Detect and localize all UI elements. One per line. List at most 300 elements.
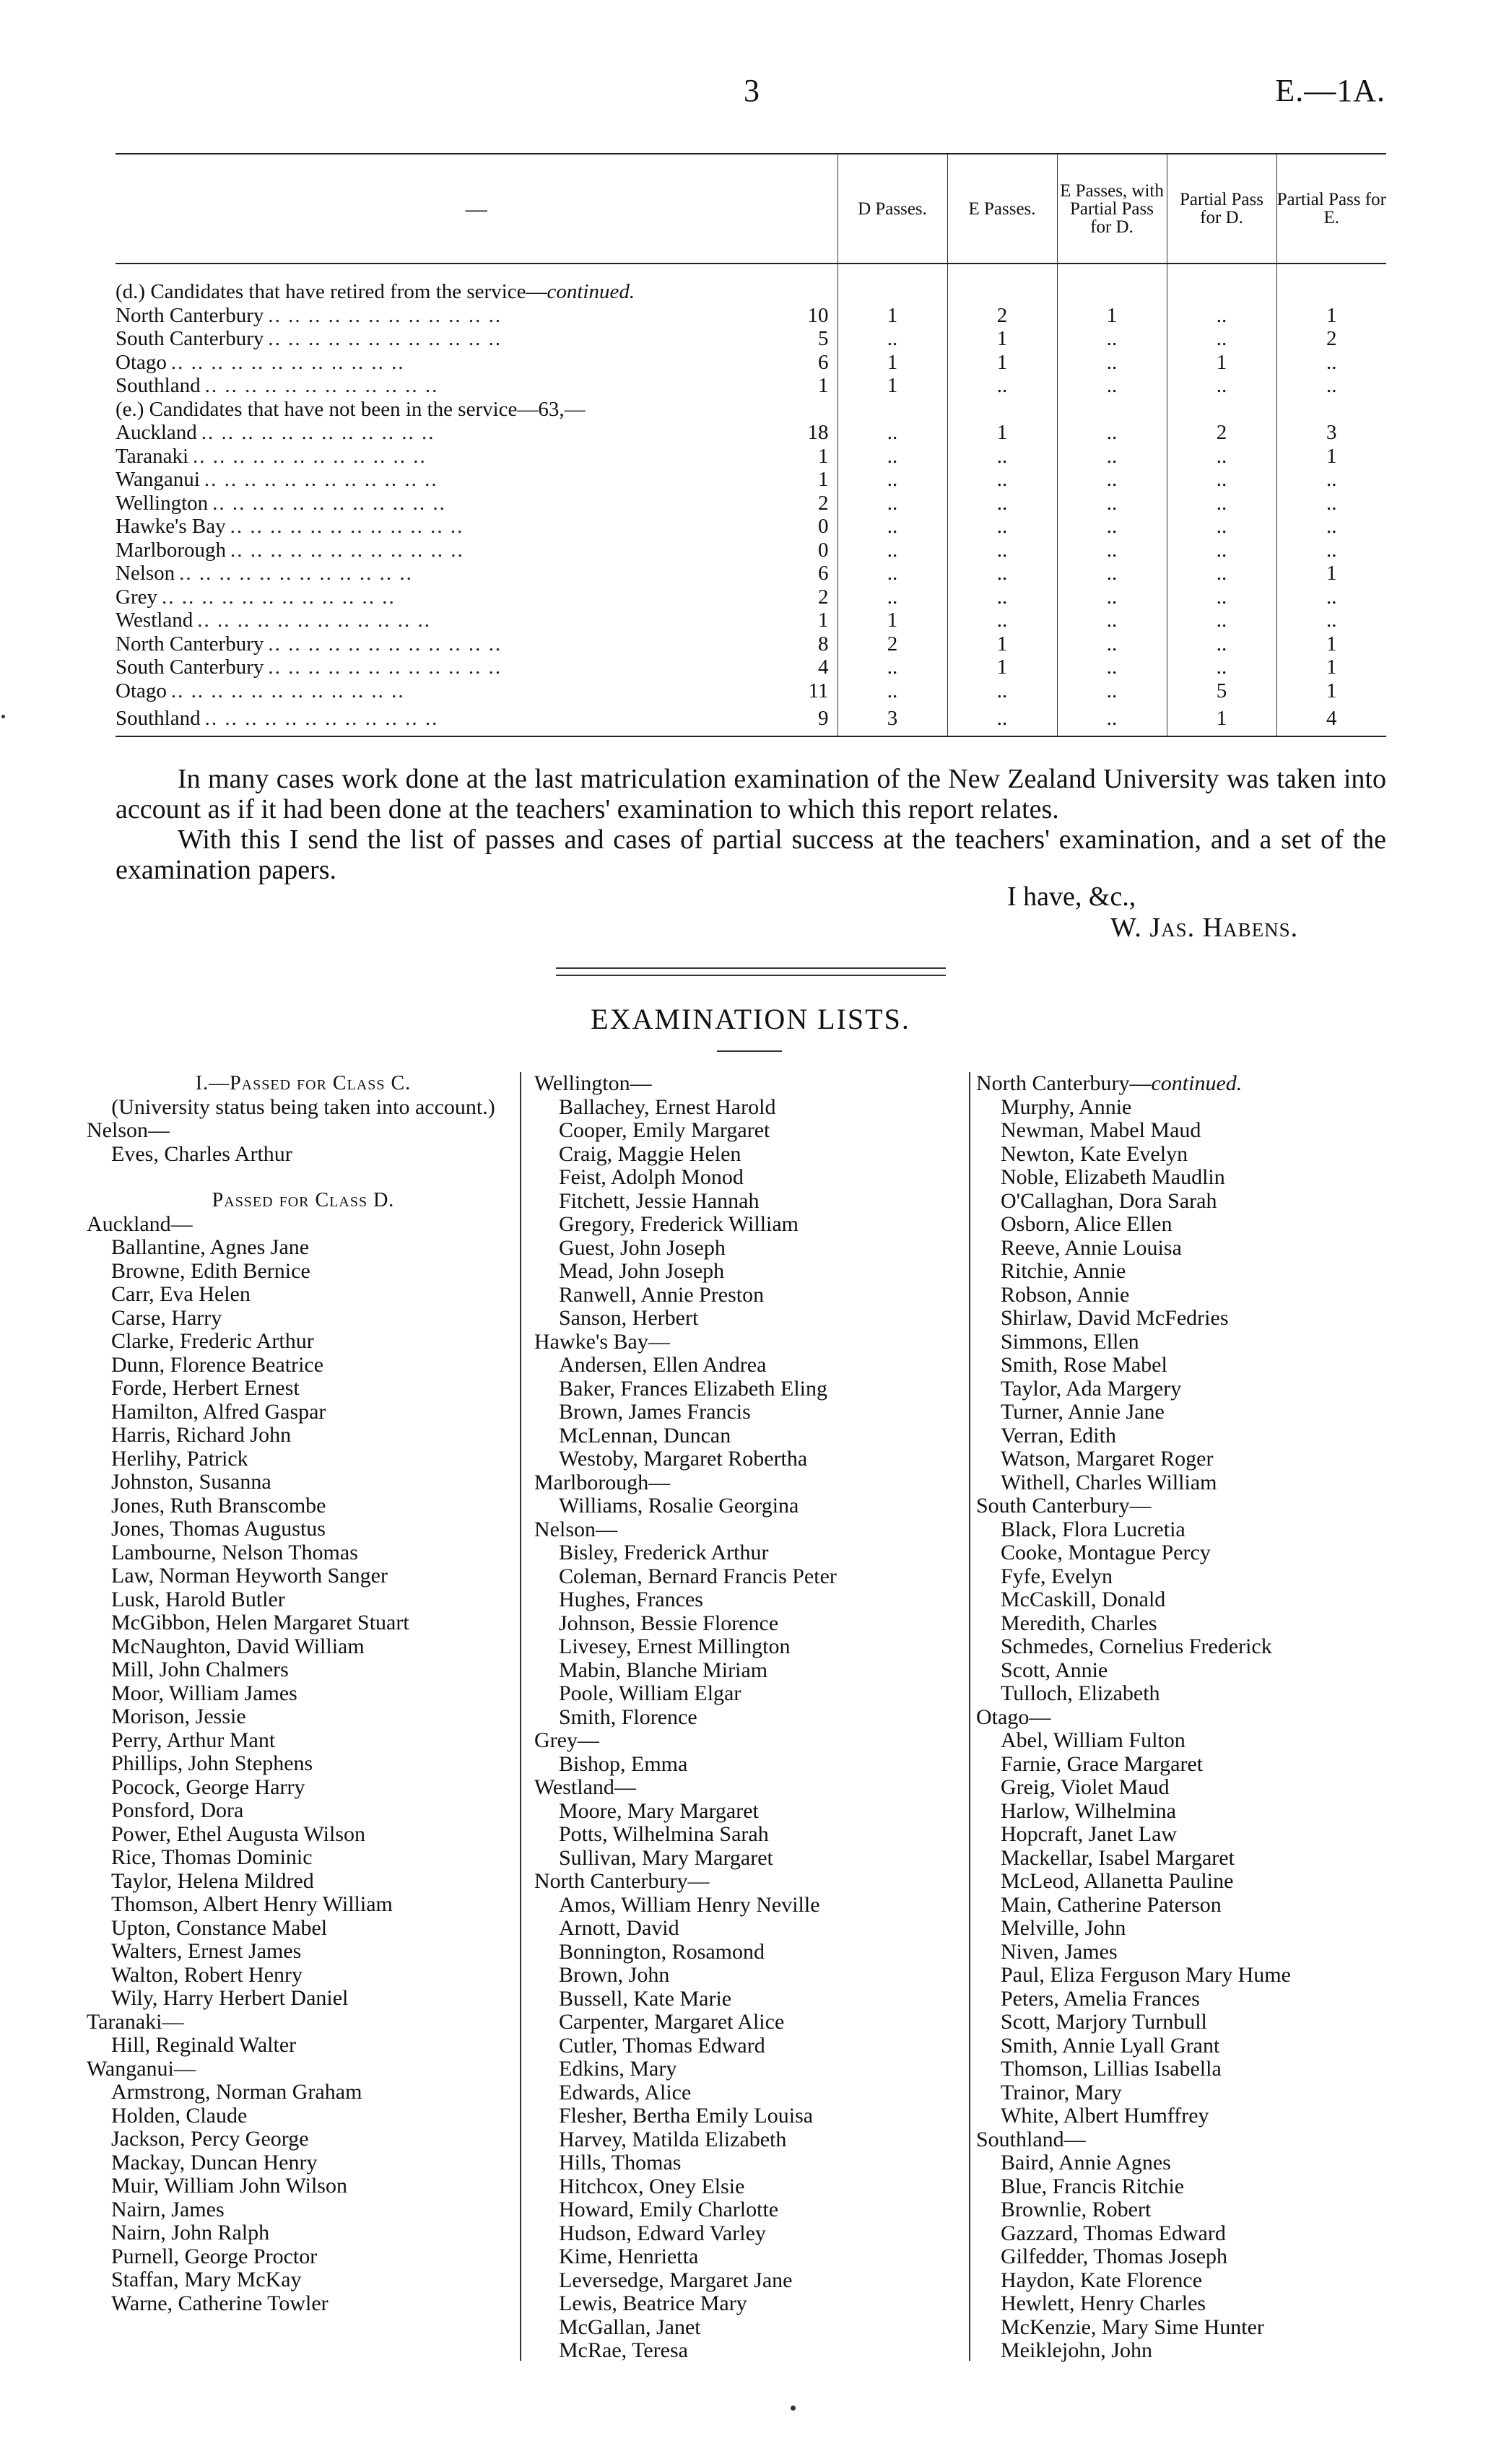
table-cell: 3 [837,702,947,736]
table-row [116,632,1386,656]
table-cell: .. [1167,304,1276,328]
list-item: Carpenter, Margaret Alice [559,2010,785,2034]
list-item: O'Callaghan, Dora Sarah [1001,1188,1217,1213]
district-name: South Canterbury [116,327,264,350]
list-item: Main, Catherine Paterson [1001,1892,1222,1917]
list-item: McKenzie, Mary Sime Hunter [1001,2315,1264,2339]
closing: I have, &c., [1007,881,1136,912]
region-heading: Southland— [976,2127,1086,2151]
list-item: Pocock, George Harry [111,1775,305,1799]
list-item: McGibbon, Helen Margaret Stuart [111,1611,409,1634]
list-item: Ranwell, Annie Preston [559,1282,765,1307]
candidate-count: 4 [818,656,829,679]
group-heading [116,280,837,304]
row-label-cell [116,656,837,679]
table-cell: .. [1167,609,1276,632]
column-divider-1 [520,1072,521,2361]
table-cell: 1 [1167,702,1276,736]
list-item: Sullivan, Mary Margaret [559,1845,773,1870]
region-heading-italic: continued. [1151,1071,1243,1095]
list-item: Cooper, Emily Margaret [559,1118,770,1142]
row-label [116,468,837,492]
list-item: Amos, William Henry Neville [559,1892,820,1917]
list-item: Baker, Frances Elizabeth Eling [559,1376,827,1401]
list-item: Smith, Rose Mabel [1001,1353,1167,1377]
candidate-count: 2 [818,491,829,515]
list-item: Craig, Maggie Helen [559,1141,741,1166]
row-label [116,445,837,469]
list-item: Johnson, Bessie Florence [559,1611,779,1635]
leader-dots: .. .. .. .. .. .. .. .. .. .. .. .. [201,421,435,444]
table-cell: .. [837,468,947,492]
table-cell: .. [1057,539,1167,562]
list-item: Hitchcox, Oney Elsie [559,2174,745,2198]
table-cell: .. [1057,327,1167,351]
table-cell: 1 [947,351,1057,375]
list-column-3 [976,1072,1424,2363]
row-label [116,679,837,703]
table-row [116,421,1386,445]
table-cell [1167,280,1276,304]
row-label [116,327,837,351]
leader-dots: .. .. .. .. .. .. .. .. .. .. .. .. [230,515,464,538]
table-cell: 1 [1276,304,1386,328]
list-item: Howard, Emily Charlotte [559,2198,779,2221]
list-item: Hamilton, Alfred Gaspar [111,1399,326,1424]
table-row [116,679,1386,703]
list-item: White, Albert Humffrey [1001,2104,1209,2128]
table-row [116,327,1386,351]
table-spacer-cell [1167,264,1276,280]
list-item: Mead, John Joseph [559,1259,725,1283]
table-cell: .. [947,539,1057,562]
row-label-cell [116,374,837,398]
district-name: North Canterbury [116,632,264,656]
region-heading: Nelson— [87,1118,170,1142]
list-item: Fyfe, Evelyn [1001,1564,1113,1588]
list-item: Meiklejohn, John [1001,2338,1152,2362]
list-item: Law, Norman Heyworth Sanger [111,1564,388,1588]
leader-dots: .. .. .. .. .. .. .. .. .. .. .. .. [268,303,502,327]
candidate-count: 0 [818,538,829,562]
list-item: Hudson, Edward Varley [559,2221,766,2245]
table-cell: 2 [1276,327,1386,351]
table-cell: 1 [1276,656,1386,679]
candidate-count: 1 [818,468,829,491]
paragraph-list-sent: With this I send the list of passes and cases of partial success at the teachers' examination, and a set of the examination papers. [116,824,1386,885]
list-item: Mill, John Chalmers [111,1658,289,1681]
table-cell: .. [947,562,1057,585]
region-heading: Taranaki— [87,2009,184,2034]
table-cell: .. [1167,539,1276,562]
table-cell: .. [1167,445,1276,469]
leader-dots: .. .. .. .. .. .. .. .. .. .. .. .. [268,632,502,656]
candidate-count: 9 [818,706,829,730]
list-item: Simmons, Ellen [1001,1329,1139,1354]
list-item: Ritchie, Annie [1001,1259,1126,1283]
candidate-count: 6 [818,562,829,585]
region-heading: Hawke's Bay— [534,1329,670,1354]
list-item: Brown, John [559,1963,670,1987]
table-cell: .. [837,656,947,679]
table-spacer-cell [116,264,837,280]
region-heading: Wanganui— [87,2056,196,2081]
table-cell: .. [1057,679,1167,703]
row-label [116,707,837,731]
table-cell: .. [1276,374,1386,398]
list-item: Leversedge, Margaret Jane [559,2268,793,2292]
table-row [116,702,1386,736]
examination-lists-title: EXAMINATION LISTS. [591,1003,910,1035]
list-item: Noble, Elizabeth Maudlin [1001,1165,1225,1189]
list-item: Watson, Margaret Roger [1001,1447,1214,1471]
table-cell: .. [947,679,1057,703]
table-spacer [116,264,1386,280]
leader-dots: .. .. .. .. .. .. .. .. .. .. .. .. [212,491,446,515]
list-item: Armstrong, Norman Graham [111,2080,362,2104]
list-item: McLennan, Duncan [559,1423,731,1448]
list-item: Baird, Annie Agnes [1001,2151,1171,2174]
table-cell: 3 [1276,421,1386,445]
row-label-cell [116,492,837,515]
column-header-partial-d: Partial Pass for D. [1167,154,1276,264]
list-item: Mackellar, Isabel Margaret [1001,1845,1235,1870]
document-reference: E.—1A. [1275,73,1385,108]
table-spacer-cell [1276,264,1386,280]
region-heading: Grey— [534,1728,599,1752]
row-label-cell [116,679,837,703]
list-item: Lewis, Beatrice Mary [559,2291,747,2315]
list-item: Morison, Jessie [111,1705,246,1728]
candidate-count: 5 [818,327,829,350]
leader-dots: .. .. .. .. .. .. .. .. .. .. .. .. [204,706,439,730]
row-label-cell [116,609,837,632]
table-cell: 1 [947,632,1057,656]
table-cell: .. [1167,327,1276,351]
list-item: Smith, Annie Lyall Grant [1001,2033,1220,2058]
table-cell: .. [1167,374,1276,398]
list-item: Warne, Catherine Towler [111,2291,329,2315]
row-label-cell [116,445,837,469]
table-cell: .. [1167,492,1276,515]
row-label [116,421,837,445]
row-label [116,492,837,515]
list-item: Phillips, John Stephens [111,1751,313,1775]
list-item: Mackay, Duncan Henry [111,2150,318,2174]
district-name: Westland [116,609,193,632]
list-item: Eves, Charles Arthur [111,1141,292,1166]
table-cell: .. [1167,515,1276,539]
list-item: Greig, Violet Maud [1001,1775,1170,1799]
district-name: Nelson [116,562,175,585]
stray-mark [1,715,5,718]
table-row [116,468,1386,492]
district-name: South Canterbury [116,656,264,679]
list-item: Upton, Constance Mabel [111,1915,328,1940]
table-cell: .. [837,679,947,703]
list-item: Melville, John [1001,1916,1126,1940]
list-item: McNaughton, David William [111,1634,365,1658]
stray-mark [791,2406,796,2411]
group-heading-row [116,398,1386,422]
table-cell: .. [1057,609,1167,632]
list-item: Thomson, Lillias Isabella [1001,2057,1222,2081]
row-label [116,562,837,585]
list-item: Shirlaw, David McFedries [1001,1306,1229,1330]
list-item: Dunn, Florence Beatrice [111,1352,324,1377]
table-cell: .. [1276,585,1386,609]
list-item: Niven, James [1001,1939,1118,1964]
table-cell: 5 [1167,679,1276,703]
leader-dots: .. .. .. .. .. .. .. .. .. .. .. .. [204,468,438,491]
row-label-cell [116,702,837,736]
table-cell: .. [1057,492,1167,515]
list-item: McGallan, Janet [559,2315,701,2339]
list-item: Bisley, Frederick Arthur [559,1541,769,1564]
table-cell: .. [837,585,947,609]
class-c-heading: I.—Passed for Class C. [195,1072,412,1094]
list-item: Taylor, Ada Margery [1001,1376,1182,1401]
list-item: Sanson, Herbert [559,1306,699,1330]
table-cell: 1 [947,327,1057,351]
row-label [116,374,837,398]
leader-dots: .. .. .. .. .. .. .. .. .. .. .. .. [161,585,396,609]
group-heading-text: (d.) Candidates that have retired from the service— [116,280,547,303]
title-underline [717,1050,782,1052]
list-item: Edkins, Mary [559,2057,677,2081]
table-cell: .. [1276,515,1386,539]
list-item: Abel, William Fulton [1001,1728,1185,1752]
leader-dots: .. .. .. .. .. .. .. .. .. .. .. .. [197,609,431,632]
table-cell: .. [837,327,947,351]
table-cell: 1 [1276,632,1386,656]
table-cell: .. [1057,351,1167,375]
table-cell: 1 [837,609,947,632]
list-item: Meredith, Charles [1001,1611,1157,1635]
candidate-count: 2 [818,585,829,609]
row-label [116,515,837,539]
table-cell: .. [1057,515,1167,539]
table-row [116,304,1386,328]
table-cell: 2 [1167,421,1276,445]
list-item: Thomson, Albert Henry William [111,1892,393,1916]
row-label-cell [116,515,837,539]
table-cell: .. [1276,492,1386,515]
table-cell: 1 [1276,679,1386,703]
list-item: Herlihy, Patrick [111,1446,248,1471]
table-cell: .. [947,585,1057,609]
district-name: Grey [116,585,157,609]
column-divider-2 [969,1072,970,2361]
table-cell: 1 [1276,445,1386,469]
table-cell: .. [837,539,947,562]
district-name: Hawke's Bay [116,515,226,538]
table-spacer-cell [837,264,947,280]
list-item: Guest, John Joseph [559,1235,726,1260]
leader-dots: .. .. .. .. .. .. .. .. .. .. .. .. [193,444,427,468]
table-cell: .. [947,609,1057,632]
candidate-count: 1 [818,609,829,632]
candidate-count: 0 [818,515,829,538]
table-row [116,445,1386,469]
table-cell: .. [1057,585,1167,609]
list-item: Kime, Henrietta [559,2245,699,2268]
row-label-cell [116,304,837,328]
table-cell: .. [1057,656,1167,679]
region-heading: Nelson— [534,1517,617,1541]
table-cell: .. [947,445,1057,469]
table-cell [1167,398,1276,422]
list-item: Johnston, Susanna [111,1470,271,1494]
list-item: Peters, Amelia Frances [1001,1986,1200,2011]
table-cell: 1 [947,656,1057,679]
table-row [116,656,1386,679]
list-item: Flesher, Bertha Emily Louisa [559,2104,814,2128]
table-cell: .. [1057,562,1167,585]
list-item: Feist, Adolph Monod [559,1165,744,1189]
list-item: Reeve, Annie Louisa [1001,1235,1182,1260]
list-item: Mabin, Blanche Miriam [559,1658,768,1682]
list-item: Jones, Ruth Branscombe [111,1493,326,1518]
district-name: North Canterbury [116,303,264,327]
table-cell: 1 [1167,351,1276,375]
row-label-cell [116,421,837,445]
row-label [116,656,837,679]
list-item: Power, Ethel Augusta Wilson [111,1821,366,1846]
list-item: Brownlie, Robert [1001,2198,1152,2221]
candidate-count: 8 [818,632,829,656]
list-item: Moore, Mary Margaret [559,1798,759,1823]
list-item: Williams, Rosalie Georgina [559,1494,799,1518]
list-item: Schmedes, Cornelius Frederick [1001,1634,1272,1658]
table-cell: .. [1276,351,1386,375]
table-cell: .. [837,445,947,469]
table-row [116,585,1386,609]
list-item: Turner, Annie Jane [1001,1400,1165,1424]
list-item: Staffan, Mary McKay [111,2268,302,2291]
list-item: Potts, Wilhelmina Sarah [559,1822,769,1846]
district-name: Otago [116,350,167,374]
district-name: Otago [116,679,167,702]
leader-dots: .. .. .. .. .. .. .. .. .. .. .. .. [204,374,439,397]
list-item: Carr, Eva Helen [111,1282,251,1306]
list-item: Bonnington, Rosamond [559,1939,765,1964]
table-cell [1276,398,1386,422]
list-item: Edwards, Alice [559,2080,692,2104]
row-label-cell [116,562,837,585]
region-heading: North Canterbury— [534,1869,710,1893]
table-cell: 1 [837,374,947,398]
leader-dots: .. .. .. .. .. .. .. .. .. .. .. .. [268,656,502,679]
list-item: Haydon, Kate Florence [1001,2268,1203,2292]
table-cell: .. [837,492,947,515]
table-cell [837,398,947,422]
group-heading-text: (e.) Candidates that have not been in the service—63,— [116,397,586,421]
table-row [116,515,1386,539]
table-cell [947,398,1057,422]
list-item: Paul, Eliza Ferguson Mary Hume [1001,1963,1291,1987]
list-item: Coleman, Bernard Francis Peter [559,1564,837,1588]
candidate-count: 10 [807,303,829,327]
page-number: 3 [744,73,760,108]
table-cell: .. [947,468,1057,492]
table-cell: .. [1057,445,1167,469]
list-item: Bussell, Kate Marie [559,1986,732,2011]
list-item: McLeod, Allanetta Pauline [1001,1869,1234,1893]
region-heading: Auckland— [87,1211,193,1236]
list-item: Ballantine, Agnes Jane [111,1235,310,1259]
list-item: Ballachey, Ernest Harold [559,1094,776,1119]
table-cell: .. [1167,585,1276,609]
list-item: Murphy, Annie [1001,1094,1132,1119]
district-name: Taranaki [116,444,189,468]
list-item: Cooke, Montague Percy [1001,1541,1211,1564]
list-item: Walters, Ernest James [111,1939,302,1963]
list-column-1 [87,1072,520,2315]
list-item: Hughes, Frances [559,1588,703,1611]
list-column-2 [534,1072,960,2363]
list-item: Robson, Annie [1001,1282,1130,1307]
region-heading: Marlborough— [534,1470,671,1494]
region-heading: South Canterbury— [976,1494,1152,1518]
list-item: Lusk, Harold Butler [111,1587,285,1611]
table-row [116,492,1386,515]
district-name: Wanganui [116,468,200,491]
leader-dots: .. .. .. .. .. .. .. .. .. .. .. .. [170,350,405,374]
list-item: Jones, Thomas Augustus [111,1517,326,1541]
candidate-count: 18 [807,421,829,444]
paragraph-matriculation: In many cases work done at the last matriculation examination of the New Zealand University was taken into account as if it had been done at the teachers' examination to which this report relates. [116,764,1386,824]
table-cell [947,280,1057,304]
signature: W. Jas. Habens. [1110,913,1299,943]
table-cell: .. [1057,421,1167,445]
table-cell: .. [1276,468,1386,492]
list-item: Gilfedder, Thomas Joseph [1001,2245,1228,2268]
class-c-note: (University status being taken into account.) [111,1094,495,1119]
report-text [116,764,1386,885]
row-label [116,351,837,375]
row-label-cell [116,327,837,351]
table-cell: .. [947,492,1057,515]
district-name: Marlborough [116,538,227,562]
district-name: Auckland [116,421,197,444]
list-item: Westoby, Margaret Robertha [559,1447,808,1471]
list-item: Withell, Charles William [1001,1470,1217,1494]
row-label [116,304,837,328]
column-header-partial-e: Partial Pass for E. [1276,154,1386,264]
table-cell: .. [837,515,947,539]
table-cell: 1 [947,421,1057,445]
list-item: Bishop, Emma [559,1751,688,1776]
table-cell: .. [837,562,947,585]
district-name: Wellington [116,491,209,515]
table-cell: 1 [1276,562,1386,585]
class-d-heading: Passed for Class D. [212,1189,395,1211]
table-cell [1057,280,1167,304]
list-item: Jackson, Percy George [111,2127,309,2151]
table-row [116,562,1386,585]
table-cell: .. [1057,632,1167,656]
candidate-count: 1 [818,444,829,468]
list-item: Browne, Edith Bernice [111,1258,310,1283]
table-cell: 1 [837,304,947,328]
group-heading-italic: continued. [547,280,635,303]
district-name: Southland [116,374,201,397]
candidate-count: 6 [818,350,829,374]
statistics-table [116,153,1386,737]
table-row [116,351,1386,375]
list-item: Farnie, Grace Margaret [1001,1751,1204,1776]
